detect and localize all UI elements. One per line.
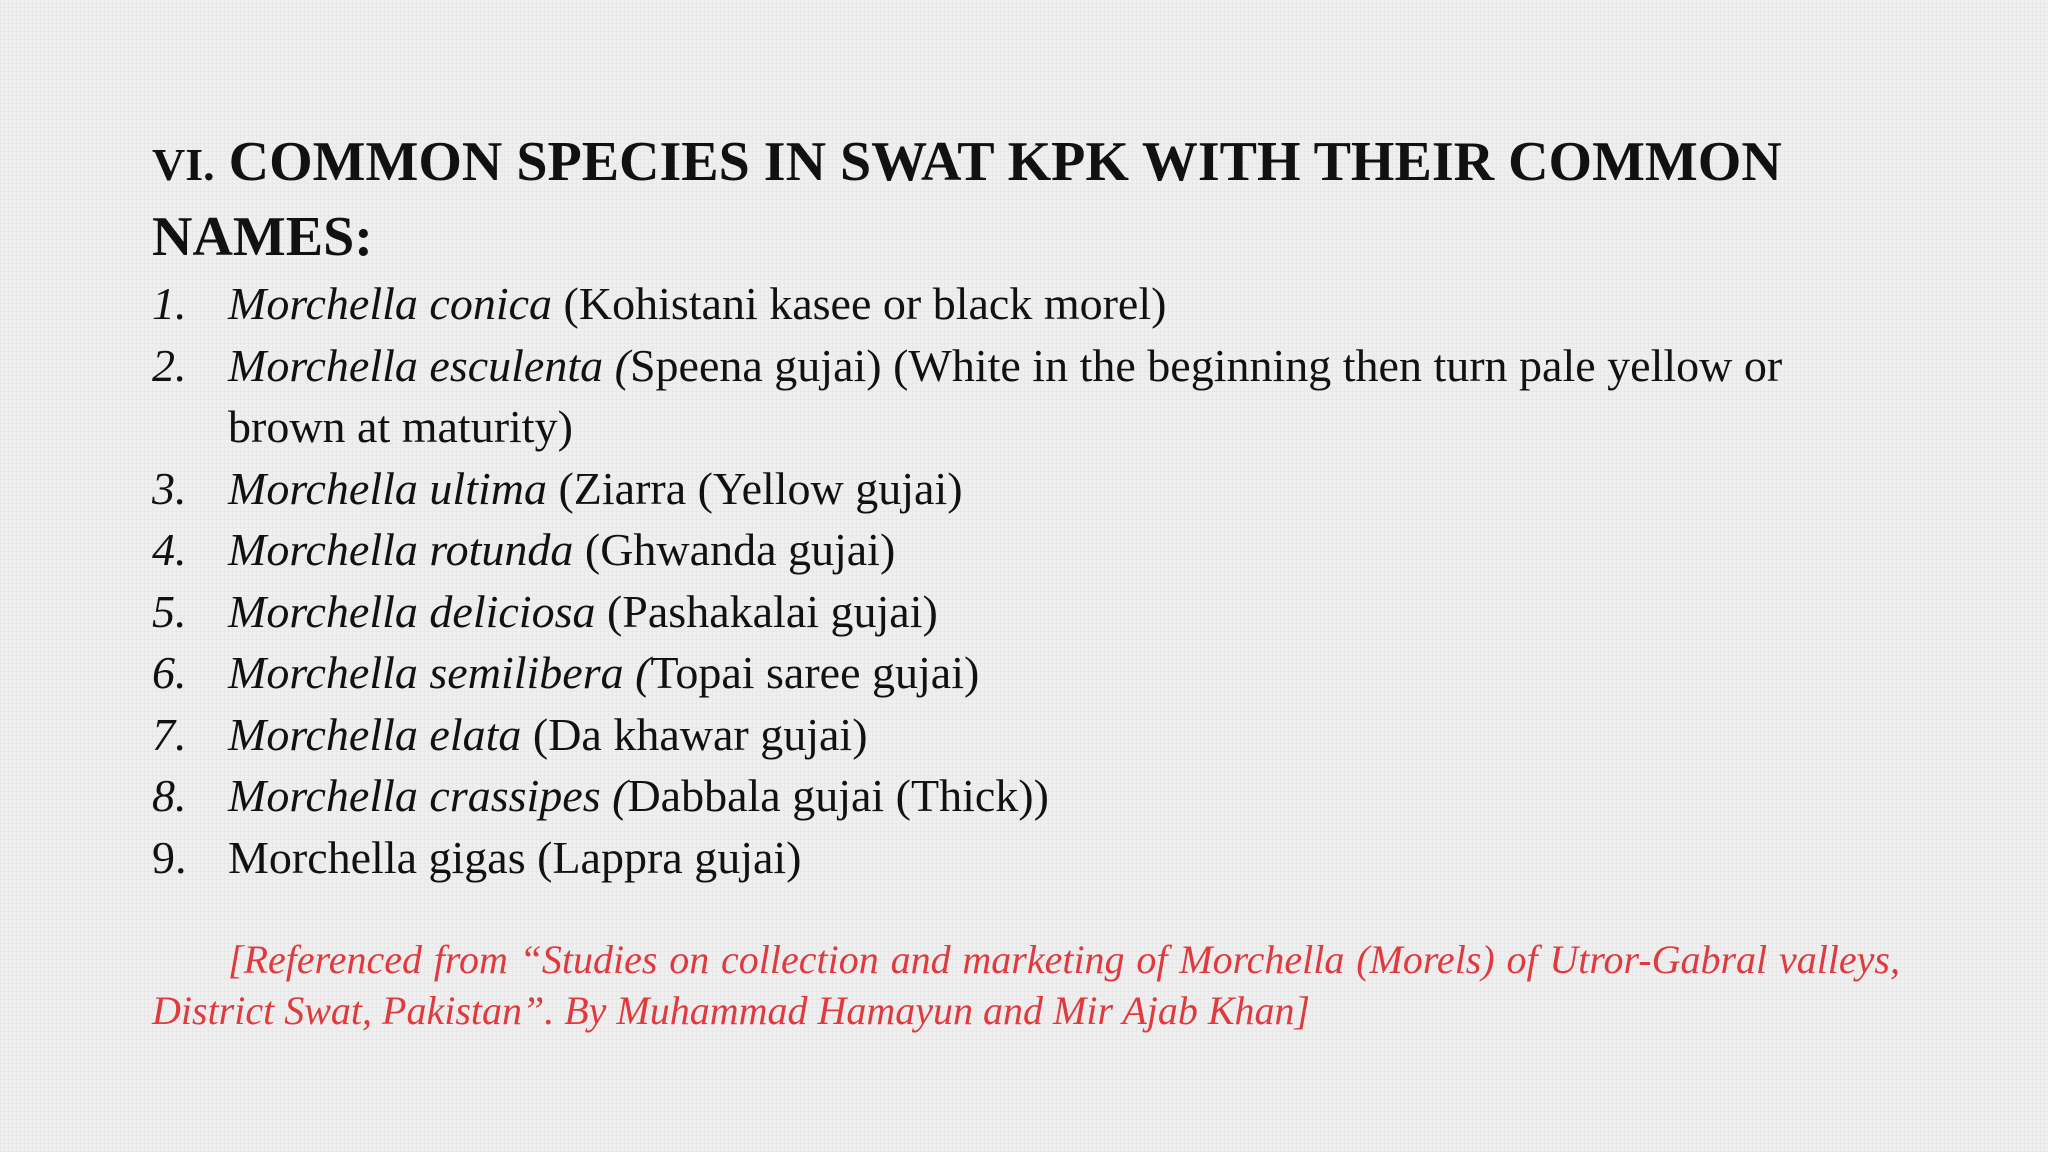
species-name: Morchella ultima <box>228 462 547 514</box>
list-item <box>152 273 1900 335</box>
list-item-number: 8. <box>152 770 187 821</box>
common-name: Dabbala gujai (Thick)) <box>627 770 1049 821</box>
list-item-number: 3. <box>152 462 187 514</box>
list-item <box>152 458 1900 520</box>
list-item-number: 2. <box>152 339 187 391</box>
species-name: Morchella esculenta ( <box>228 339 630 391</box>
list-item <box>152 519 1900 581</box>
list-item <box>152 581 1900 643</box>
common-name: (Ghwanda gujai) <box>573 524 896 575</box>
common-name: (Kohistani kasee or black morel) <box>552 278 1167 329</box>
list-item-number: 7. <box>152 708 187 760</box>
list-item <box>152 335 1900 458</box>
species-list <box>152 273 1900 888</box>
list-item-number: 5. <box>152 585 187 637</box>
list-item-number: 1. <box>152 278 187 329</box>
list-item <box>152 765 1900 827</box>
list-item-number: 4. <box>152 524 187 575</box>
title-section-number: VI. <box>152 139 215 190</box>
reference-citation: [Referenced from “Studies on collection and marketing of Morchella (Morels) of Utror-Gabral valleys, District Swat, Pakistan”. By Muhammad Hamayun and Mir Ajab Khan] <box>152 937 1900 1033</box>
title-text: COMMON SPECIES IN SWAT KPK WITH THEIR COMMON NAMES: <box>152 131 1782 268</box>
slide-title <box>152 126 1900 273</box>
species-name: Morchella conica <box>228 278 553 329</box>
common-name: Morchella gigas (Lappra gujai) <box>228 831 802 883</box>
common-name: Speena gujai) (White in the beginning then turn pale yellow or brown at maturity) <box>228 339 1783 452</box>
list-item-number: 6. <box>152 647 187 698</box>
species-name: Morchella crassipes ( <box>228 770 628 821</box>
list-item <box>152 704 1900 766</box>
common-name: Topai saree gujai) <box>650 647 980 698</box>
list-item <box>152 642 1900 704</box>
common-name: (Pashakalai gujai) <box>595 585 938 637</box>
species-name: Morchella elata <box>228 708 522 760</box>
list-item <box>152 827 1900 889</box>
list-item-number: 9. <box>152 831 187 883</box>
species-name: Morchella rotunda <box>228 524 574 575</box>
species-name: Morchella semilibera ( <box>228 647 651 698</box>
slide-content <box>152 126 1900 1076</box>
common-name: (Ziarra (Yellow gujai) <box>546 462 963 514</box>
species-name: Morchella deliciosa <box>228 585 596 637</box>
common-name: (Da khawar gujai) <box>521 708 868 760</box>
